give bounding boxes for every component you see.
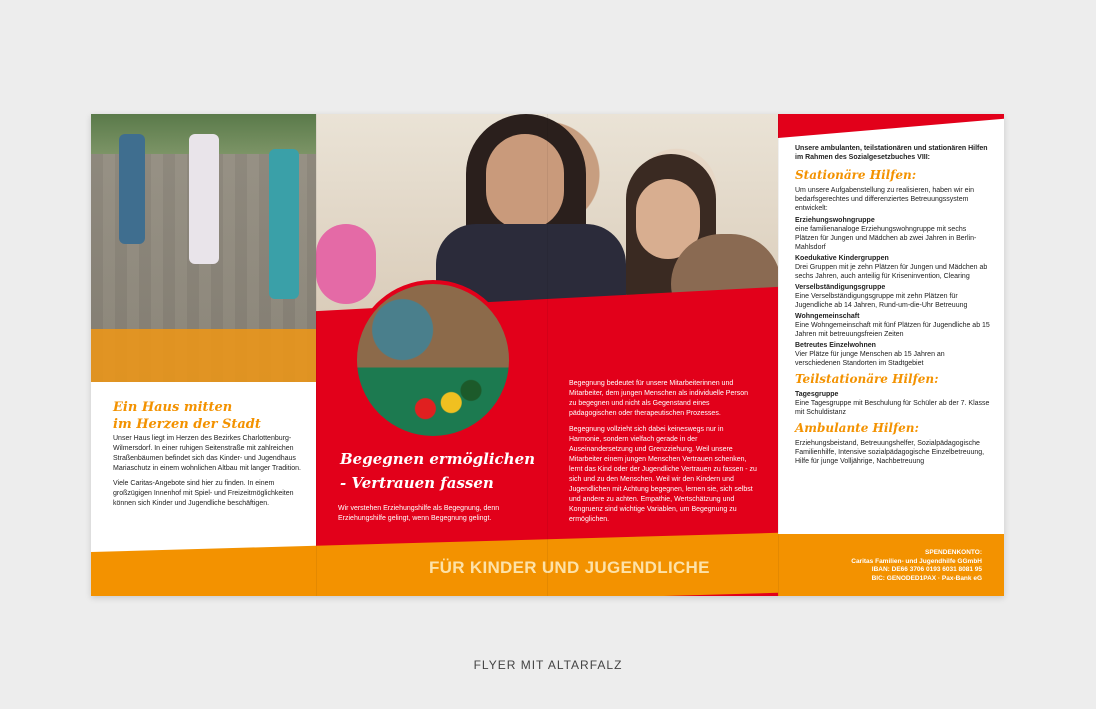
hilfe-item-text: Eine Verselbständigungsgruppe mit zehn Plätzen für Jugendliche ab 14 Jahren, Rund-um-die-Uhr Betreuung — [795, 293, 968, 309]
teilstationaer-heading: Teilstationäre Hilfen: — [795, 372, 939, 386]
paragraph: Begegnung bedeutet für unsere Mitarbeiterinnen und Mitarbeiter, dem jungen Menschen als individuelle Person zu begegnen und nicht als Gegenstand eines pädagogischen oder therapeutischen Prozesses. — [569, 380, 748, 417]
stationaer-intro: Um unsere Aufgabenstellung zu realisieren, haben wir ein bedarfsgerechtes und differenziertes Betreuungssystem entwickelt: — [795, 187, 974, 212]
orange-overlay-band — [91, 329, 316, 389]
heading-line: Ein Haus mitten — [113, 400, 233, 415]
panel-headline — [340, 447, 535, 495]
spenden-iban: IBAN: DE66 3706 0193 6031 8081 95 — [871, 566, 982, 573]
hilfe-item — [795, 390, 991, 417]
fold-line — [547, 114, 548, 596]
spenden-bic: BIC: GENODED1PAX · Pax-Bank eG — [871, 574, 982, 582]
spenden-title: SPENDENKONTO: — [925, 549, 982, 556]
fold-line — [778, 114, 779, 596]
hilfe-item-text: Eine Wohngemeinschaft mit fünf Plätzen für Jugendliche ab 15 Jahren mit betreuungsfreien Zeiten — [795, 322, 990, 338]
hilfe-item — [795, 283, 991, 310]
hilfe-item — [795, 254, 991, 281]
hilfen-intro: Unsere ambulanten, teilstationären und stationären Hilfen im Rahmen des Sozialgesetzbuches VIII: — [795, 145, 988, 161]
hilfe-item — [795, 312, 991, 339]
girl-face — [486, 134, 564, 230]
intro-text: Wir verstehen Erziehungshilfe als Begegnung, denn Erziehungshilfe gelingt, wenn Begegnung gelingt. — [338, 505, 500, 522]
hilfe-item-title: Tagesgruppe — [795, 391, 839, 398]
banner-text: FÜR KINDER UND JUGENDLICHE — [429, 558, 710, 577]
heading-line: im Herzen der Stadt — [113, 417, 261, 432]
headline-line: - Vertrauen fassen — [340, 474, 494, 492]
stationaer-heading: Stationäre Hilfen: — [795, 168, 917, 182]
climbing-child-figure — [119, 134, 145, 244]
red-corner-accent — [778, 114, 1004, 138]
hilfe-item-title: Wohngemeinschaft — [795, 313, 860, 320]
hilfe-item-text: Eine Tagesgruppe mit Beschulung für Schüler ab der 7. Klasse mit Schuldistanz — [795, 400, 990, 416]
hilfe-item-title: Betreutes Einzelwohnen — [795, 342, 876, 349]
billiards-circle-photo — [353, 280, 513, 440]
paragraph: Unser Haus liegt im Herzen des Bezirkes Charlottenburg-Wilmersdorf. In einer ruhigen Seitenstraße mit zahlreichen Straßenbäumen befindet sich das Kinder- und Jugendhaus Mariaschutz in einem wohnlichen Altbau mit langer Tradition. — [113, 435, 301, 472]
hilfe-item — [795, 216, 991, 252]
hilfe-item-title: Erziehungswohngruppe — [795, 217, 875, 224]
ambulant-text: Erziehungsbeistand, Betreuungshelfer, Sozialpädagogische Familienhilfe, Intensive sozialpädagogische Einzelbetreuung, Hilfe für junge Volljährige, Nachbetreuung — [795, 440, 985, 465]
pink-toy — [316, 224, 376, 304]
ambulant-heading: Ambulante Hilfen: — [795, 421, 919, 435]
flyer-spread — [91, 114, 1004, 596]
panel-haus — [91, 114, 316, 596]
climbing-child-figure — [189, 134, 219, 264]
spenden-org: Caritas Familien- und Jugendhilfe GGmbH — [851, 557, 982, 565]
hilfe-item-title: Koedukative Kindergruppen — [795, 255, 889, 262]
paragraph: Viele Caritas-Angebote sind hier zu finden. In einem großzügigen Innenhof mit Spiel- und Freizeitmöglichkeiten können sich Kinder und Jugendliche beschäftigen. — [113, 480, 294, 507]
spendenkonto-block — [792, 549, 982, 583]
hilfen-content — [795, 144, 991, 469]
paragraph: Begegnung vollzieht sich dabei keineswegs nur in Harmonie, sondern vielfach gerade in der Auseinandersetzung und Grenzziehung. Weil unsere Mitarbeiter einem jungen Menschen Vertrauen schenken, lernt das Kind oder der Jugendliche Vertrauen zu fassen - zu sich und zu den Menschen. Weil wir den Kindern und Jugendlichen mit Achtung begegnen, lernen sie, sich selbst und andere zu achten. Empathie, Wertschätzung und Kongruenz sind wichtige Variablen, um Begegnung zu ermöglichen. — [569, 426, 757, 523]
page-caption: FLYER MIT ALTARFALZ — [473, 658, 623, 672]
begegnung-text — [569, 379, 757, 531]
hilfe-item-title: Verselbständigungsgruppe — [795, 284, 886, 291]
fold-line — [316, 114, 317, 596]
hilfe-item-text: Drei Gruppen mit je zehn Plätzen für Jungen und Mädchen ab sechs Jahren, auch anteilig für Kriseninvention, Clearing — [795, 264, 988, 280]
panel-heading — [113, 399, 261, 433]
panel-hilfen — [778, 114, 1004, 596]
hilfe-item-text: eine familienanaloge Erziehungswohngruppe mit sechs Plätzen für Jungen und Mädchen ab zwei Jahren in Berlin-Mahlsdorf — [795, 226, 977, 251]
headline-line: Begegnen ermöglichen — [340, 450, 536, 468]
climbing-child-figure — [269, 149, 299, 299]
panel-body — [113, 434, 301, 514]
hilfe-item — [795, 341, 991, 368]
hilfe-item-text: Vier Plätze für junge Menschen ab 15 Jahren an verschiedenen Standorten im Stadtgebiet — [795, 351, 945, 367]
